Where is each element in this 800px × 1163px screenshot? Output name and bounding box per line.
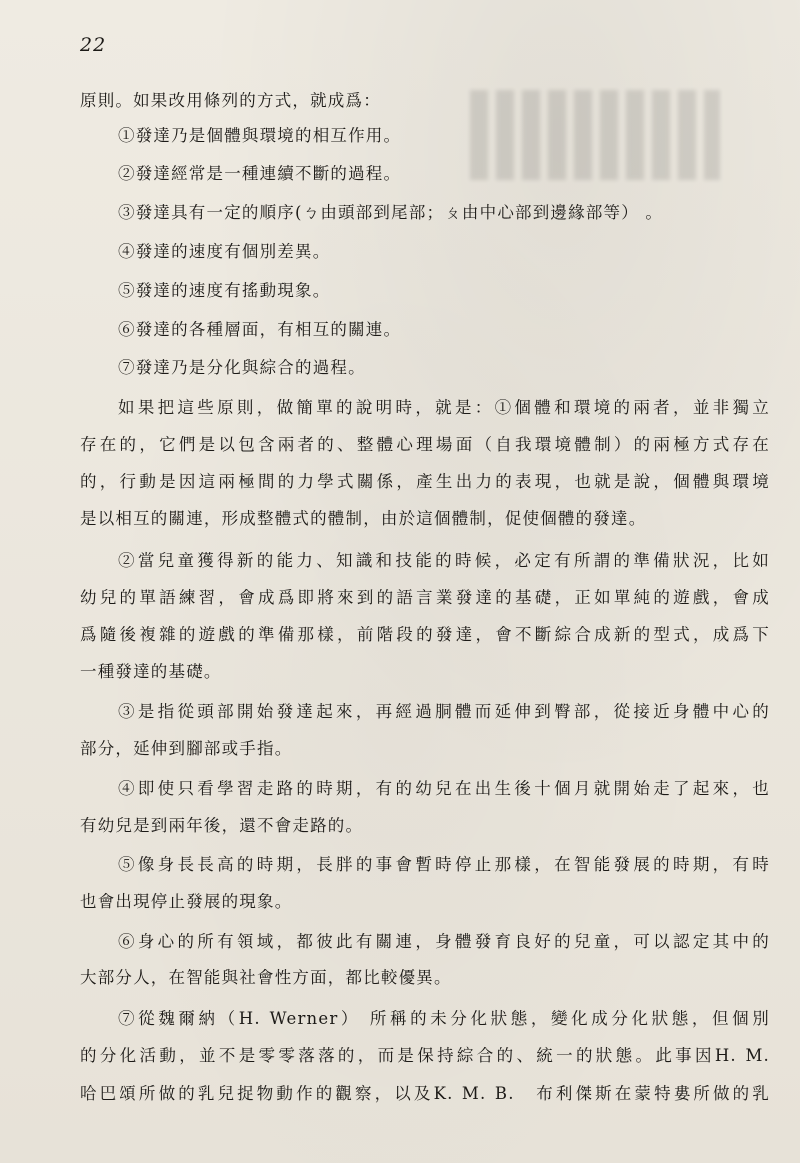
paragraph-line: 是以相互的關連，形成整體式的體制，由於這個體制，促使個體的發達。 [80,509,647,528]
text-line: 原則。如果改用條列的方式，就成爲： [80,91,381,110]
page-number: 22 [80,34,107,56]
paragraph-line: 的分化活動，並不是零零落落的，而是保持綜合的、統一的狀態。此事因H. M. [80,1046,770,1065]
list-item: ⑥發達的各種層面，有相互的關連。 [118,320,402,339]
paragraph-line: 大部分人，在智能與社會性方面，都比較優異。 [80,968,452,987]
list-item: ④發達的速度有個別差異。 [118,242,331,261]
paragraph-line: 有幼兒是到兩年後，還不會走路的。 [80,816,364,835]
paragraph-line: 存在的，它們是以包含兩者的、整體心理場面（自我環境體制）的兩極方式存在 [80,435,770,454]
paragraph-line: ⑤像身長長高的時期，長胖的事會暫時停止那樣，在智能發展的時期，有時 [118,855,770,874]
paragraph-line: 爲隨後複雜的遊戲的準備那樣，前階段的發達，會不斷綜合成新的型式，成爲下 [80,625,770,644]
paragraph-line: 部分，延伸到腳部或手指。 [80,739,293,758]
paragraph-line: ④即使只看學習走路的時期，有的幼兒在出生後十個月就開始走了起來，也 [118,779,770,798]
paragraph-line: ③是指從頭部開始發達起來，再經過胴體而延伸到臀部，從接近身體中心的 [118,702,770,721]
list-item: ①發達乃是個體與環境的相互作用。 [118,126,402,145]
list-item: ⑤發達的速度有搖動現象。 [118,281,331,300]
paragraph-line: ②當兒童獲得新的能力、知識和技能的時候，必定有所謂的準備狀況，比如 [118,551,770,570]
list-item: ⑦發達乃是分化與綜合的過程。 [118,358,366,377]
paragraph-line: ⑥身心的所有領域，都彼此有關連，身體發育良好的兒童，可以認定其中的 [118,932,770,951]
list-item: ②發達經常是一種連續不斷的過程。 [118,164,402,183]
paragraph-line: 也會出現停止發展的現象。 [80,892,293,911]
paragraph-line: 哈巴頌所做的乳兒捉物動作的觀察，以及K. M. B. 布利傑斯在蒙特婁所做的乳 [80,1084,770,1103]
list-item: ③發達具有一定的順序(ㄅ由頭部到尾部；ㄆ由中心部到邊緣部等） 。 [118,203,664,222]
paragraph-line: 一種發達的基礎。 [80,662,222,681]
paragraph-line: 幼兒的單語練習，會成爲即將來到的語言業發達的基礎，正如單純的遊戲，會成 [80,588,770,607]
paragraph-line: ⑦從魏爾納（H. Werner） 所稱的未分化狀態，變化成分化狀態，但個別 [118,1009,770,1028]
paragraph-line: 如果把這些原則，做簡單的說明時，就是：①個體和環境的兩者，並非獨立 [118,398,770,417]
paragraph-line: 的，行動是因這兩極間的力學式關係，產生出力的表現，也就是說，個體與環境 [80,472,770,491]
